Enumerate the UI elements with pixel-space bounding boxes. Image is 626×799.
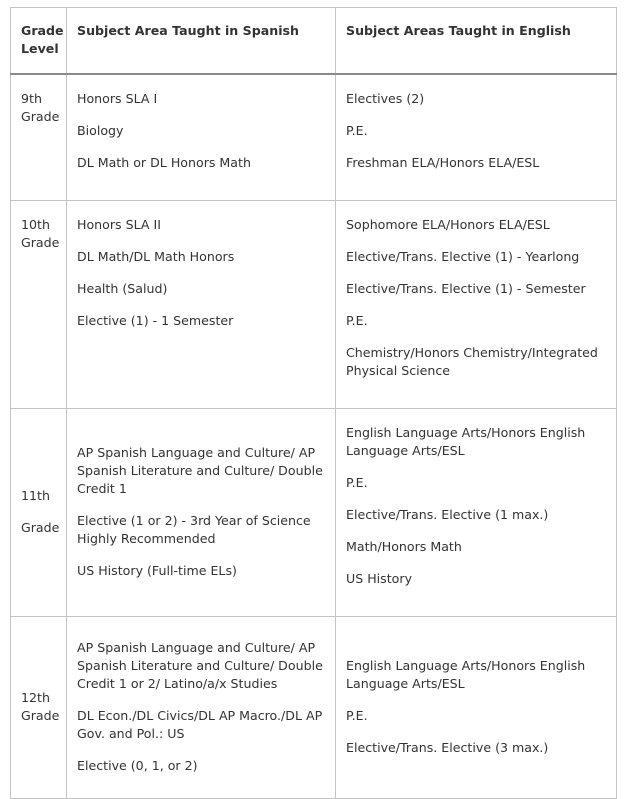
grade-label: Grade — [21, 520, 60, 535]
subject-item: AP Spanish Language and Culture/ AP Spanish Literature and Culture/ Double Credit 1 — [77, 445, 323, 496]
subject-item: DL Math or DL Honors Math — [77, 154, 251, 170]
header-row — [11, 8, 617, 74]
english-subjects-cell — [336, 408, 617, 616]
spanish-subjects-cell — [67, 616, 336, 798]
spanish-subjects-cell — [67, 74, 336, 201]
subject-item: Health (Salud) — [77, 280, 168, 296]
subject-item: DL Math/DL Math Honors — [77, 248, 235, 264]
grade-cell — [11, 74, 67, 201]
english-subjects-cell — [336, 616, 617, 798]
header-grade-level: Grade Level — [11, 8, 67, 74]
grade-cell — [11, 408, 67, 616]
subject-item: Chemistry/Honors Chemistry/Integrated Physical Science — [346, 344, 598, 378]
subject-item: Elective/Trans. Elective (1 max.) — [346, 506, 549, 522]
subject-item: Honors SLA I — [77, 90, 158, 106]
subject-item: US History (Full-time ELs) — [77, 563, 237, 578]
english-subjects-cell — [336, 74, 617, 201]
subject-item: Elective/Trans. Elective (3 max.) — [346, 740, 549, 755]
subject-item: P.E. — [346, 312, 368, 328]
subject-item: DL Econ./DL Civics/DL AP Macro./DL AP Gov. and Pol.: US — [77, 708, 323, 741]
grade-cell — [11, 200, 67, 408]
grade-label: 12th Grade — [21, 690, 60, 723]
subject-item: P.E. — [346, 708, 368, 723]
subject-item: Biology — [77, 122, 124, 138]
subject-item: Sophomore ELA/Honors ELA/ESL — [346, 216, 550, 232]
english-subjects-cell — [336, 200, 617, 408]
subject-item: Elective (1) - 1 Semester — [77, 312, 234, 328]
subject-item: Elective (0, 1, or 2) — [77, 758, 198, 773]
subject-item: Elective/Trans. Elective (1) - Yearlong — [346, 248, 580, 264]
subject-item: AP Spanish Language and Culture/ AP Spanish Literature and Culture/ Double Credit 1 or 2/ Latino/a/x Studies — [77, 640, 323, 691]
subject-item: Electives (2) — [346, 90, 425, 106]
curriculum-table — [10, 7, 617, 799]
table-row — [11, 200, 617, 408]
subject-item: English Language Arts/Honors English Language Arts/ESL — [346, 658, 586, 691]
table-row — [11, 616, 617, 798]
header-spanish-subjects: Subject Area Taught in Spanish — [67, 8, 336, 74]
grade-cell — [11, 616, 67, 798]
grade-label: 11th — [21, 488, 50, 503]
subject-item: P.E. — [346, 474, 368, 490]
subject-item: US History — [346, 570, 413, 586]
spanish-subjects-cell — [67, 200, 336, 408]
subject-item: English Language Arts/Honors English Language Arts/ESL — [346, 424, 586, 458]
subject-item: Freshman ELA/Honors ELA/ESL — [346, 154, 540, 170]
grade-label: 10th Grade — [21, 216, 60, 250]
subject-item: Math/Honors Math — [346, 538, 462, 554]
header-english-subjects: Subject Areas Taught in English — [336, 8, 617, 74]
grade-label: 9th Grade — [21, 90, 60, 124]
spanish-subjects-cell — [67, 408, 336, 616]
subject-item: Elective/Trans. Elective (1) - Semester — [346, 280, 586, 296]
table-row — [11, 408, 617, 616]
subject-item: Elective (1 or 2) - 3rd Year of Science Highly Recommended — [77, 513, 311, 546]
subject-item: P.E. — [346, 122, 368, 138]
subject-item: Honors SLA II — [77, 216, 161, 232]
table-row — [11, 74, 617, 201]
